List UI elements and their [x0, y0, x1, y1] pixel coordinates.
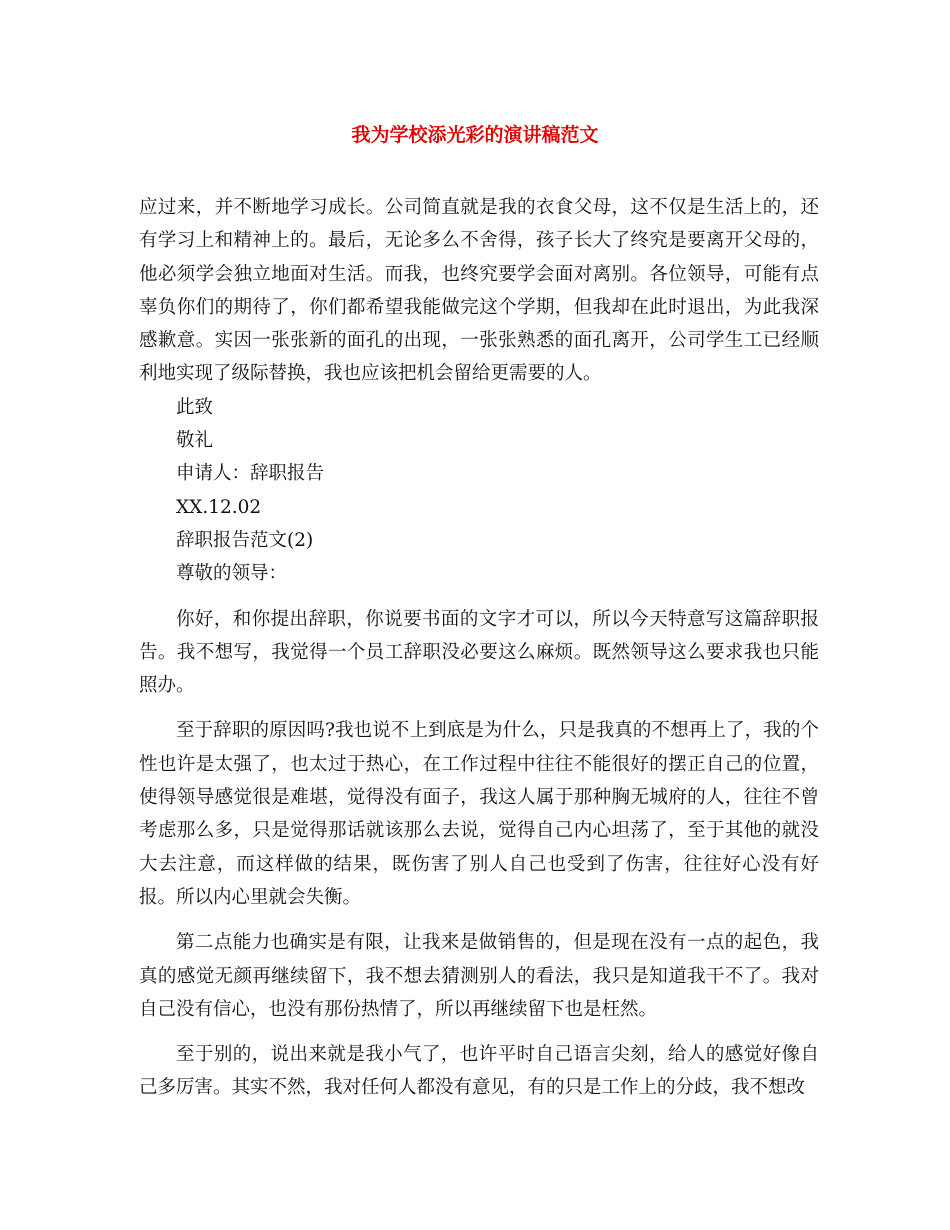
paragraph-reason-one: 至于辞职的原因吗?我也说不上到底是为什么，只是我真的不想再上了，我的个性也许是太强了，也太过于热心，在工作过程中往往不能很好的摆正自己的位置，使得领导感觉很是难堪，觉得没有面子，我这人属于那种胸无城府的人，往往不曾考虑那么多，只是觉得那话就该那么去说，觉得自己内心坦荡了，至于其他的就没大去注意，而这样做的结果，既伤害了别人自己也受到了伤害，往往好心没有好报。所以内心里就会失衡。: [139, 720, 819, 908]
document-body: [139, 191, 819, 1105]
applicant-line: 申请人：辞职报告: [176, 463, 325, 485]
document-title: 我为学校添光彩的演讲稿范文: [351, 124, 599, 146]
date-line: XX.12.02: [176, 496, 262, 518]
closing-regards: 敬礼: [176, 430, 214, 452]
paragraph-reason-three: 至于别的，说出来就是我小气了，也许平时自己语言尖刻，给人的感觉好像自己多厉害。其实不然，我对任何人都没有意见，有的只是工作上的分歧，我不想改: [139, 1044, 819, 1099]
paragraph-reason-two: 第二点能力也确实是有限，让我来是做销售的，但是现在没有一点的起色，我真的感觉无颜再继续留下，我不想去猜测别人的看法，我只是知道我干不了。我对自己没有信心，也没有那份热情了，所以再继续留下也是枉然。: [139, 932, 819, 1020]
closing-salutation: 此致: [176, 396, 214, 418]
section-heading: 辞职报告范文(2): [176, 529, 314, 551]
paragraph-continuation: 应过来，并不断地学习成长。公司简直就是我的衣食父母，这不仅是生活上的，还有学习上和精神上的。最后，无论多么不舍得，孩子长大了终究是要离开父母的，他必须学会独立地面对生活。而我，也终究要学会面对离别。各位领导，可能有点辜负你们的期待了，你们都希望我能做完这个学期，但我却在此时退出，为此我深感歉意。实因一张张新的面孔的出现，一张张熟悉的面孔离开，公司学生工已经顺利地实现了级际替换，我也应该把机会留给更需要的人。: [139, 197, 819, 385]
greeting-line: 尊敬的领导：: [176, 563, 288, 585]
paragraph-intro: 你好，和你提出辞职，你说要书面的文字才可以，所以今天特意写这篇辞职报告。我不想写，我觉得一个员工辞职没必要这么麻烦。既然领导这么要求我也只能照办。: [139, 608, 819, 697]
